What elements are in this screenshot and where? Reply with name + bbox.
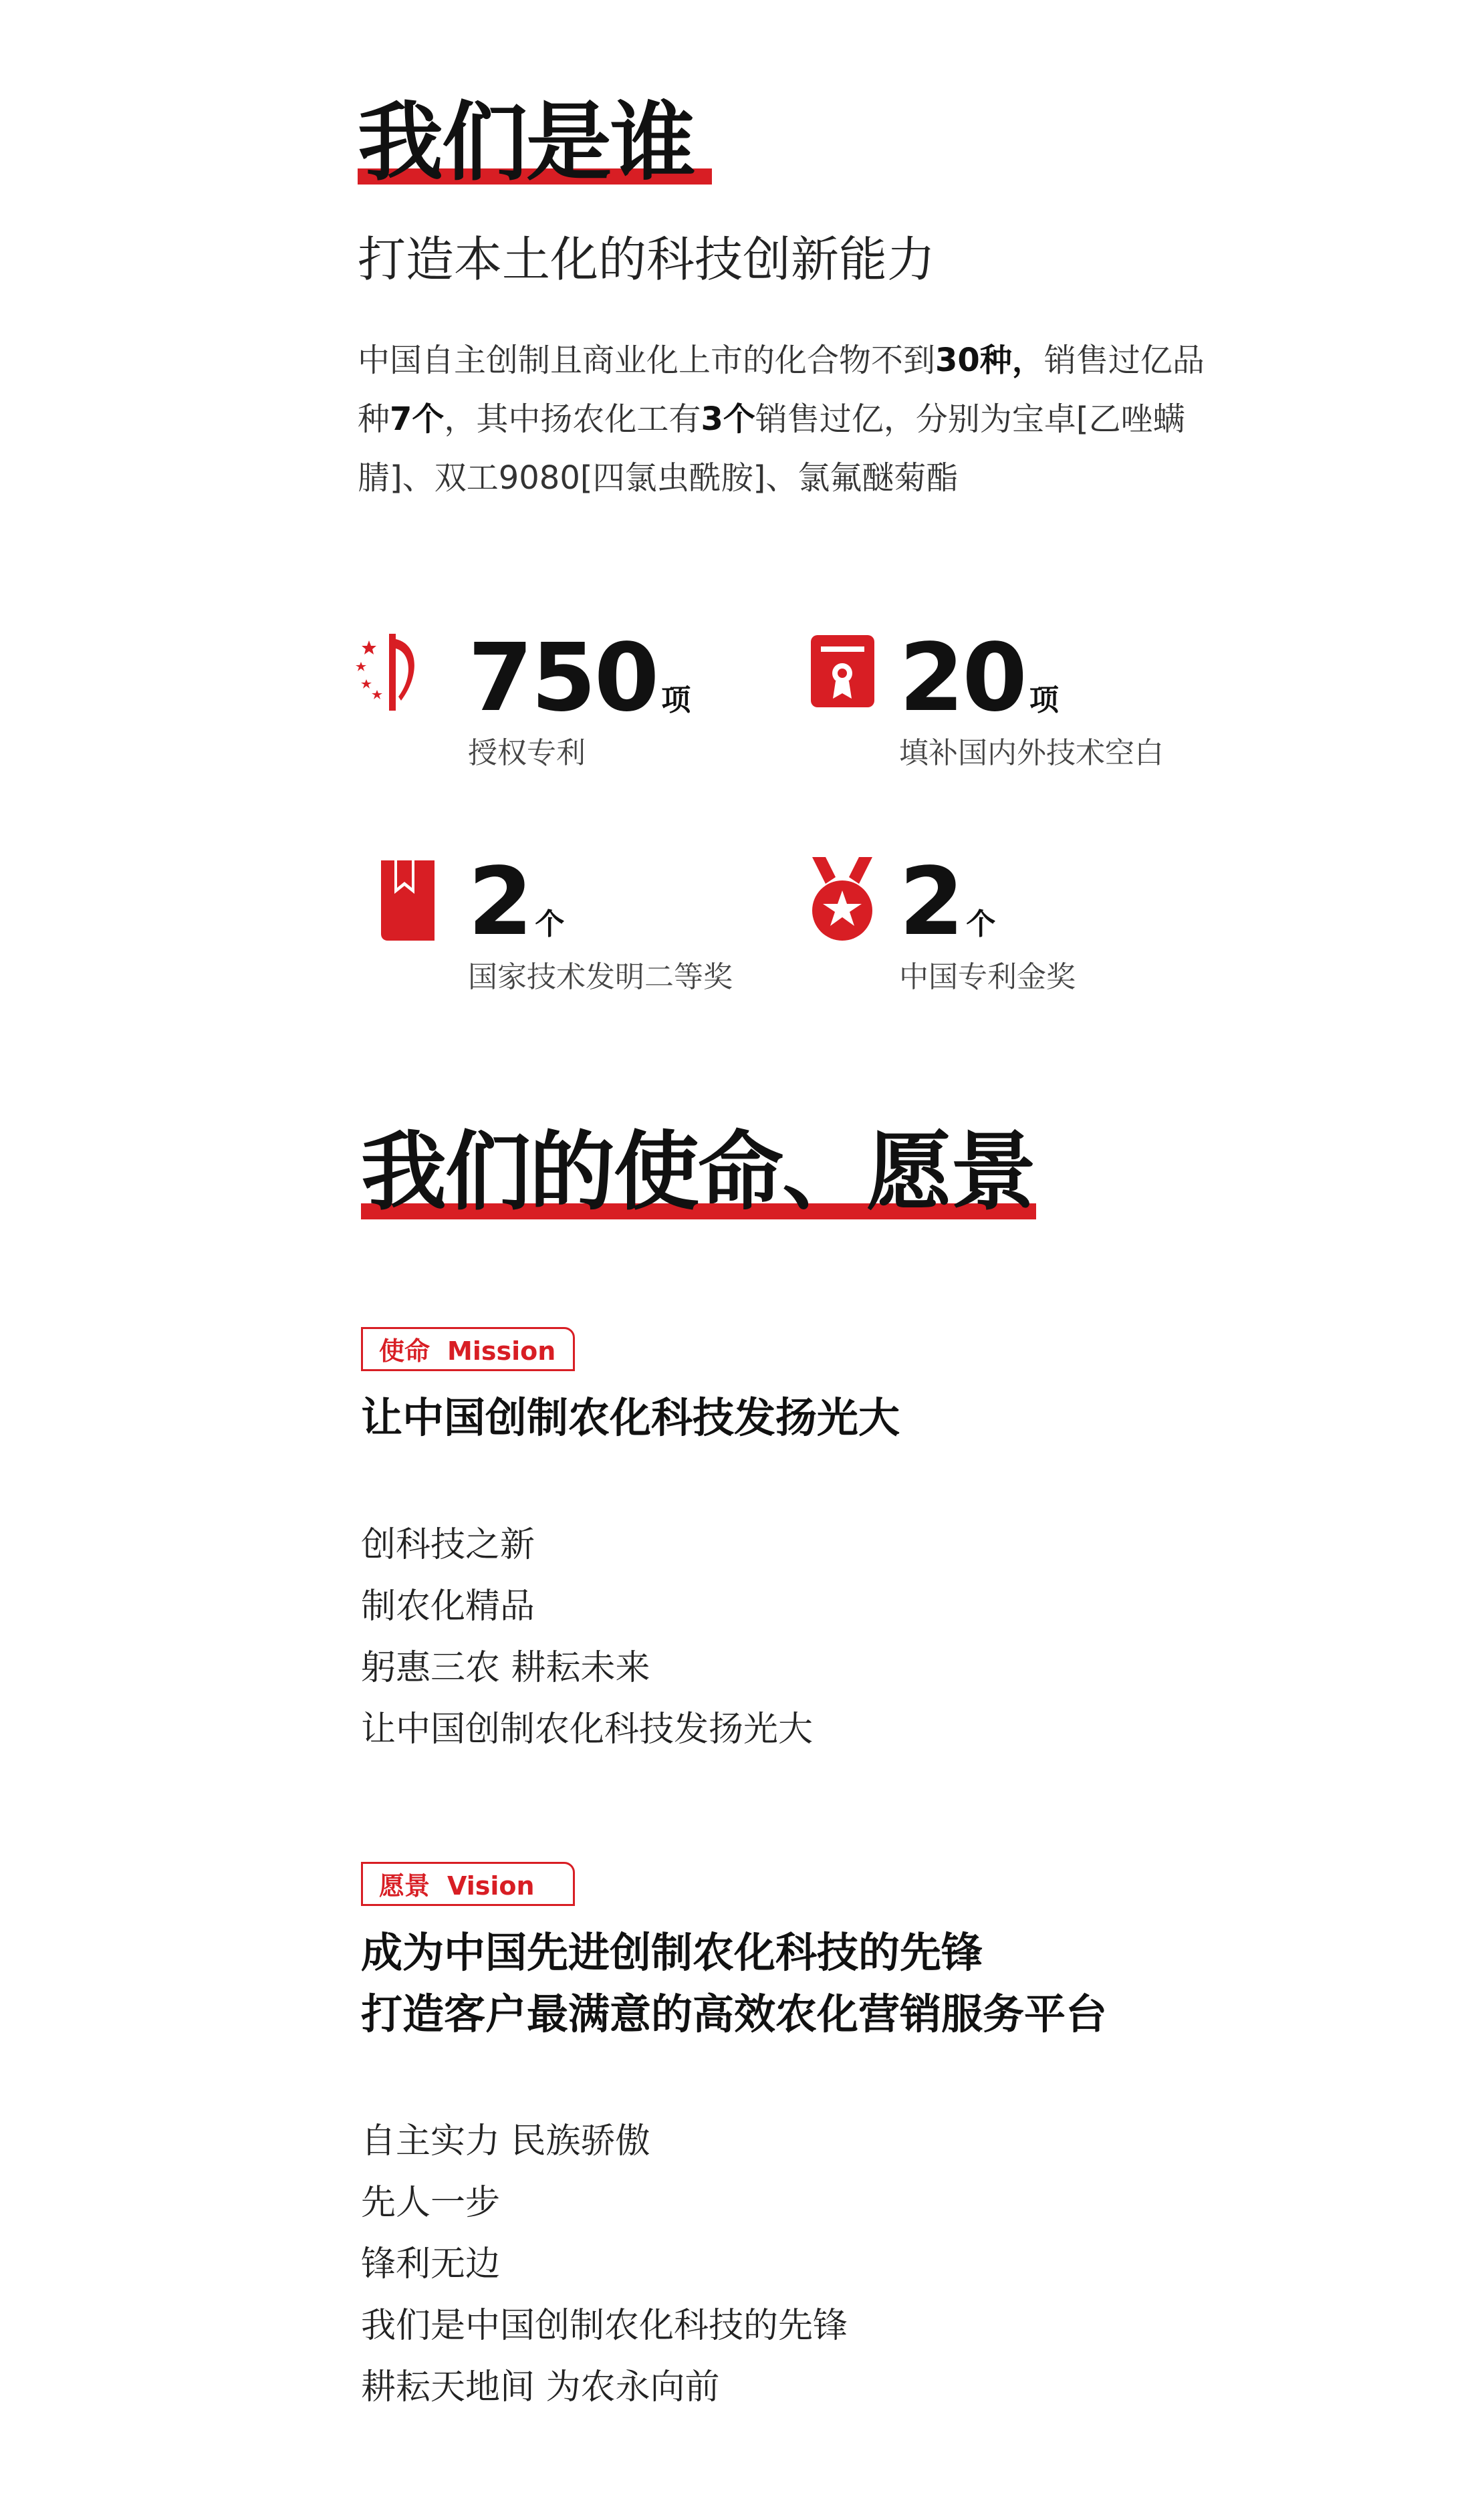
medal-star-icon	[806, 857, 879, 944]
mission-line: 让中国创制农化科技发扬光大	[361, 1709, 814, 1750]
vision-line: 自主实力 民族骄傲	[361, 2121, 650, 2161]
tag-en: Vision	[447, 1871, 535, 1901]
stat-label: 填补国内外技术空白	[899, 736, 1164, 770]
stat-unit: 项	[1029, 683, 1059, 717]
stat-number: 2 个	[468, 848, 565, 957]
stat-number: 2 个	[899, 848, 996, 957]
mission-line: 创科技之新	[361, 1525, 535, 1565]
section-title-mission-vision: 我们的使命、愿景	[361, 1122, 1035, 1222]
mission-lines	[361, 1514, 813, 1760]
tag-cn: 愿景	[379, 1871, 430, 1901]
stat-label: 中国专利金奖	[899, 960, 1076, 994]
mission-line: 躬惠三农 耕耘未来	[361, 1648, 650, 1688]
stat-unit: 项	[661, 683, 691, 717]
mission-line: 制农化精品	[361, 1586, 535, 1627]
intro-text: 中国自主创制且商业化上市的化合物不到	[358, 342, 936, 379]
stat-number: 750 项	[468, 624, 691, 733]
intro-paragraph	[358, 331, 1213, 507]
stat-label: 授权专利	[468, 736, 586, 770]
intro-text: 销售过亿，分别为宝卓[乙唑螨腈]、双工9080[四氯虫酰胺]、氯氟醚菊酯	[358, 400, 1185, 497]
tag-cn: 使命	[379, 1336, 430, 1366]
tag-en: Mission	[447, 1336, 556, 1366]
stat-unit: 个	[966, 907, 996, 941]
intro-text: ，其中扬农化工有	[444, 400, 701, 438]
mission-tag	[361, 1327, 575, 1371]
vision-line: 我们是中国创制农化科技的先锋	[361, 2306, 848, 2346]
intro-text: 销售过亿品种	[358, 342, 1205, 438]
certificate-icon	[808, 632, 881, 719]
section-title-who: 我们是谁	[358, 93, 695, 193]
vision-lines	[361, 2111, 848, 2418]
patent-emblem-icon	[354, 627, 428, 714]
bookmark-book-icon	[374, 857, 448, 944]
mission-headline: 让中国创制农化科技发扬光大	[361, 1393, 900, 1442]
intro-highlight: 30种，	[935, 342, 1044, 379]
vision-line: 锋利无边	[361, 2244, 501, 2284]
vision-headline: 成为中国先进创制农化科技的先锋	[361, 1928, 983, 1977]
section-subtitle: 打造本土化的科技创新能力	[358, 231, 936, 287]
intro-highlight: 3个	[701, 400, 755, 438]
stat-label: 国家技术发明二等奖	[468, 960, 733, 994]
stat-unit: 个	[535, 907, 565, 941]
vision-tag	[361, 1862, 575, 1906]
vision-headline: 打造客户最满意的高效农化营销服务平台	[361, 1990, 1108, 2038]
vision-line: 先人一步	[361, 2183, 501, 2223]
stat-number: 20 项	[899, 624, 1059, 733]
intro-highlight: 7个	[390, 400, 445, 438]
vision-line: 耕耘天地间 为农永向前	[361, 2367, 720, 2407]
